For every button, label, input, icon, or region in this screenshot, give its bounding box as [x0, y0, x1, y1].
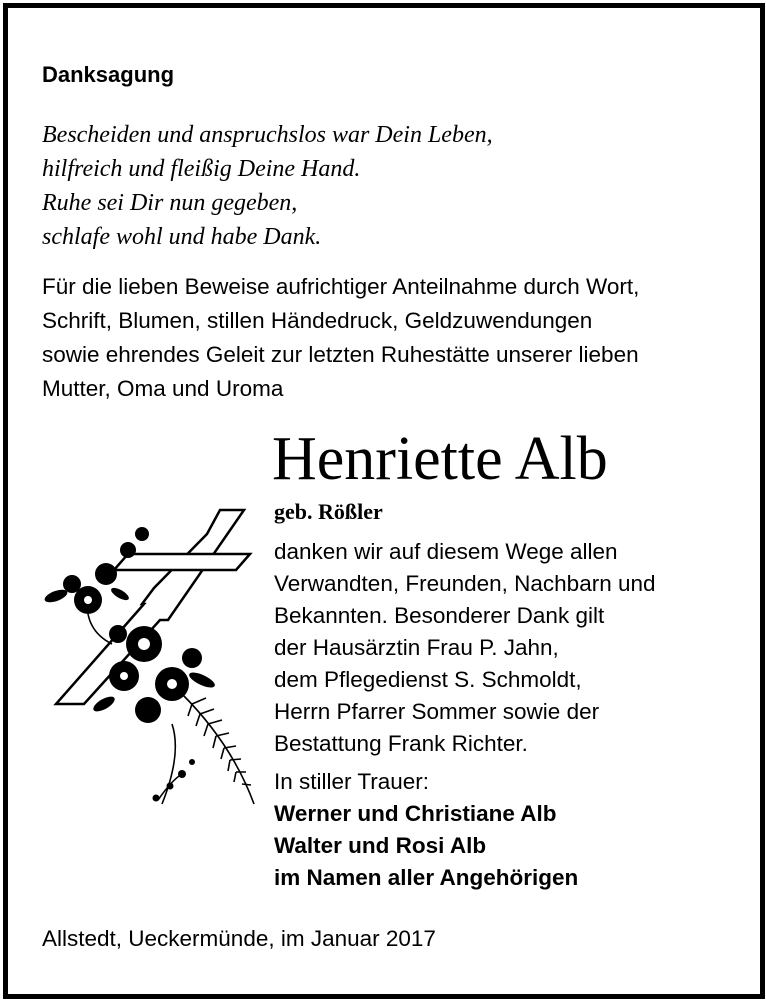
thanks-line: danken wir auf diesem Wege allen — [274, 539, 618, 564]
poem-line: Ruhe sei Dir nun gegeben, — [42, 190, 298, 216]
intro-line: Für die lieben Beweise aufrichtiger Anteilnahme durch Wort, — [42, 274, 640, 299]
thanks-line: Bekannten. Besonderer Dank gilt — [274, 603, 605, 628]
obituary-card — [3, 3, 765, 999]
poem-line: schlafe wohl und habe Dank. — [42, 224, 322, 250]
intro-line: sowie ehrendes Geleit zur letzten Ruhestätte unserer lieben — [42, 342, 639, 367]
place-date: Allstedt, Ueckermünde, im Januar 2017 — [42, 926, 436, 951]
poem — [42, 118, 493, 254]
mourner-list — [274, 798, 578, 894]
thanks-line: der Hausärztin Frau P. Jahn, — [274, 635, 559, 660]
thanks-line: Herrn Pfarrer Sommer sowie der — [274, 699, 600, 724]
deceased-name: Henriette Alb — [272, 425, 608, 493]
intro-line: Mutter, Oma und Uroma — [42, 376, 284, 401]
mourner-name: Walter und Rosi Alb — [274, 833, 487, 858]
intro-line: Schrift, Blumen, stillen Händedruck, Geldzuwendungen — [42, 308, 593, 333]
thanks-line: Verwandten, Freunden, Nachbarn und — [274, 571, 656, 596]
heading: Danksagung — [42, 62, 175, 87]
thanks-line: dem Pflegedienst S. Schmoldt, — [274, 667, 582, 692]
mourner-name: Werner und Christiane Alb — [274, 801, 557, 826]
mourner-name: im Namen aller Angehörigen — [274, 865, 579, 890]
maiden-name: geb. Rößler — [274, 499, 383, 524]
mourning-label: In stiller Trauer: — [274, 769, 430, 794]
thanks-text — [274, 536, 656, 760]
intro-text — [42, 270, 639, 406]
thanks-line: Bestattung Frank Richter. — [274, 731, 528, 756]
poem-line: hilfreich und fleißig Deine Hand. — [42, 156, 361, 182]
poem-line: Bescheiden und anspruchslos war Dein Leben, — [42, 122, 493, 148]
cross-with-roses-icon — [32, 504, 264, 814]
